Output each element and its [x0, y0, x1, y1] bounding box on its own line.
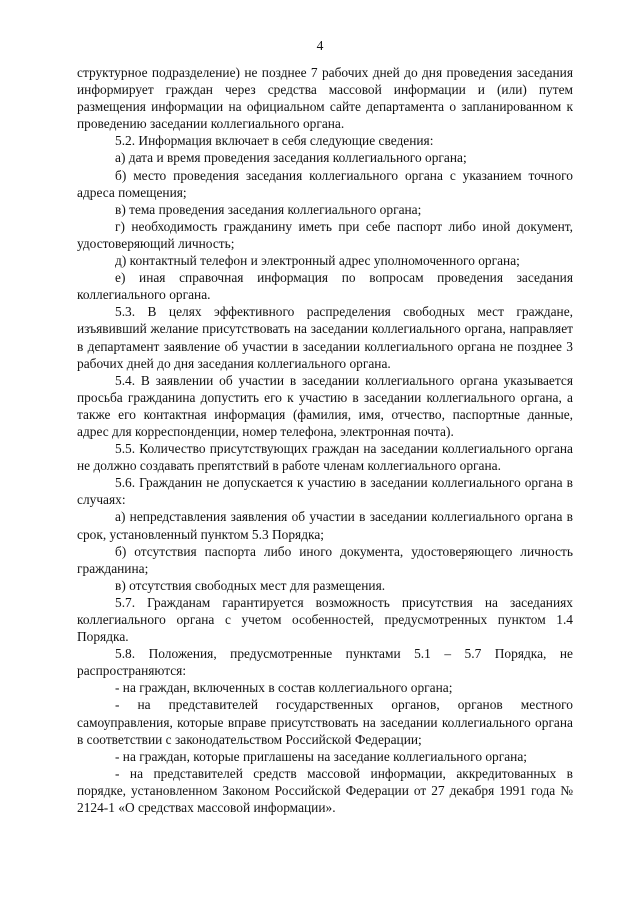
- paragraph-continuation: структурное подразделение) не позднее 7 рабочих дней до дня проведения заседания информирует граждан через средства массовой информации и (или) путем размещения информации на официальном сайте департамента о запланированном к проведению заседании коллегиального органа.: [77, 65, 573, 132]
- exception-item-3: - на граждан, которые приглашены на заседание коллегиального органа;: [115, 748, 528, 764]
- list-item-b: б) место проведения заседания коллегиального органа с указанием точного адреса помещения;: [77, 167, 573, 200]
- paragraph-5-7: 5.7. Гражданам гарантируется возможность присутствия на заседаниях коллегиального органа с учетом особенностей, предусмотренных пунктом 1.4 Порядка.: [77, 594, 573, 645]
- list-item-v: в) тема проведения заседания коллегиального органа;: [115, 201, 422, 217]
- page-number: 4: [316, 38, 324, 53]
- exception-item-2: - на представителей государственных органов, органов местного самоуправления, которые вправе присутствовать на заседании коллегиального органа в соответствии с законодательством Российской Федерации;: [77, 697, 573, 747]
- exception-item-1: - на граждан, включенных в состав коллегиального органа;: [115, 680, 453, 696]
- list-item-g: г) необходимость гражданину иметь при себе паспорт либо иной документ, удостоверяющий личность;: [77, 218, 573, 251]
- case-item-b: б) отсутствия паспорта либо иного документа, удостоверяющего личность гражданина;: [77, 543, 573, 576]
- paragraph-5-6: 5.6. Гражданин не допускается к участию в заседании коллегиального органа в случаях:: [77, 475, 573, 508]
- paragraph-5-5: 5.5. Количество присутствующих граждан на заседании коллегиального органа не должно создавать препятствий в работе членам коллегиального органа.: [77, 441, 573, 474]
- exception-item-4: - на представителей средств массовой информации, аккредитованных в порядке, установленном Законом Российской Федерации от 27 декабря 1991 года № 2124-1 «О средствах массовой информации».: [77, 765, 573, 816]
- paragraph-5-4: 5.4. В заявлении об участии в заседании коллегиального органа указывается просьба гражданина допустить его к участию в заседании коллегиального органа, а также его контактная информация (фамилия, имя, отчество, паспортные данные, адрес для корреспонденции, номер телефона, электронная почта).: [77, 372, 573, 439]
- paragraph-5-8: 5.8. Положения, предусмотренные пунктами 5.1 – 5.7 Порядка, не распространяются:: [77, 646, 573, 679]
- list-item-e: е) иная справочная информация по вопросам проведения заседания коллегиального органа.: [77, 270, 573, 303]
- paragraph-5-2: 5.2. Информация включает в себя следующие сведения:: [115, 133, 434, 149]
- list-item-a: а) дата и время проведения заседания коллегиального органа;: [115, 150, 467, 166]
- case-item-a: а) непредставления заявления об участии в заседании коллегиального органа в срок, установленный пунктом 5.3 Порядка;: [77, 509, 573, 542]
- paragraph-5-3: 5.3. В целях эффективного распределения свободных мест граждане, изъявивший желание присутствовать на заседании коллегиального органа, направляет в департамент заявление об участии в заседании коллегиального органа не позднее 3 рабочих дней до дня заседания коллегиального органа.: [77, 304, 573, 371]
- list-item-d: д) контактный телефон и электронный адрес уполномоченного органа;: [115, 253, 520, 269]
- document-body: [77, 64, 573, 816]
- case-item-v: в) отсутствия свободных мест для размещения.: [115, 577, 386, 593]
